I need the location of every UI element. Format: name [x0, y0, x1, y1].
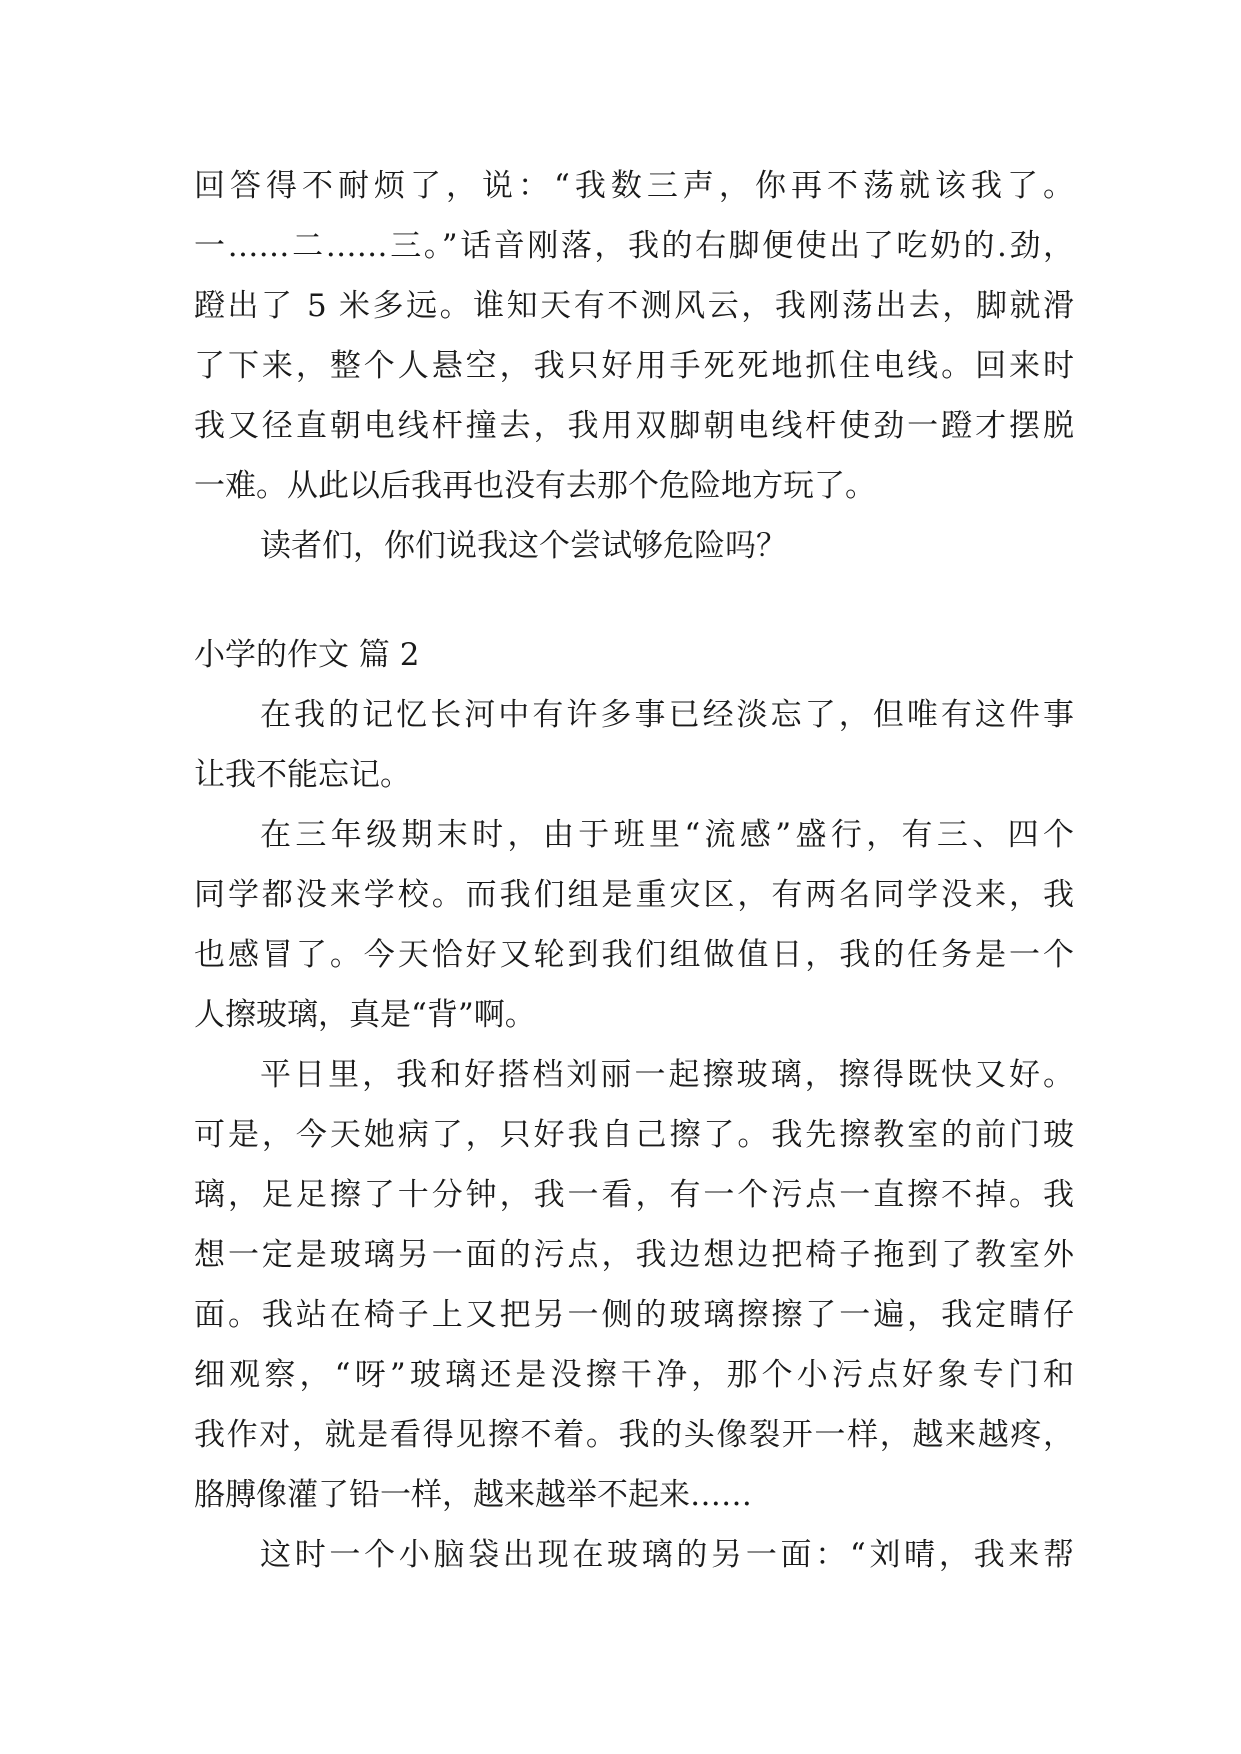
paragraph-line: 在三年级期末时，由于班里“流感”盛行，有三、四个 — [260, 817, 1074, 853]
paragraph-line: 了下来，整个人悬空，我只好用手死死地抓住电线。回来时 — [194, 348, 1074, 384]
paragraph-line: 这时一个小脑袋出现在玻璃的另一面：“刘晴，我来帮 — [260, 1537, 1074, 1573]
paragraph-line: 人擦玻璃，真是“背”啊。 — [194, 997, 536, 1033]
paragraph-line: 我作对，就是看得见擦不着。我的头像裂开一样，越来越疼， — [194, 1417, 1074, 1453]
paragraph-line: 平日里，我和好搭档刘丽一起擦玻璃，擦得既快又好。 — [260, 1057, 1074, 1093]
paragraph-line: 在我的记忆长河中有许多事已经淡忘了，但唯有这件事 — [260, 697, 1074, 733]
paragraph-line: 同学都没来学校。而我们组是重灾区，有两名同学没来，我 — [194, 877, 1074, 913]
section-heading: 小学的作文 篇 2 — [194, 637, 420, 673]
paragraph-line: 面。我站在椅子上又把另一侧的玻璃擦擦了一遍，我定睛仔 — [194, 1297, 1074, 1333]
paragraph-line: 回答得不耐烦了，说：“我数三声，你再不荡就该我了。 — [194, 168, 1074, 204]
paragraph-line: 也感冒了。今天恰好又轮到我们组做值日，我的任务是一个 — [194, 937, 1074, 973]
paragraph-line: 我又径直朝电线杆撞去，我用双脚朝电线杆使劲一蹬才摆脱 — [194, 408, 1074, 444]
paragraph-line: 可是，今天她病了，只好我自己擦了。我先擦教室的前门玻 — [194, 1117, 1074, 1153]
paragraph-line: 一难。从此以后我再也没有去那个危险地方玩了。 — [194, 468, 876, 504]
paragraph-line: 细观察，“呀”玻璃还是没擦干净，那个小污点好象专门和 — [194, 1357, 1074, 1393]
paragraph-line: 蹬出了 5 米多远。谁知天有不测风云，我刚荡出去，脚就滑 — [194, 288, 1074, 324]
paragraph-line: 想一定是玻璃另一面的污点，我边想边把椅子拖到了教室外 — [194, 1237, 1074, 1273]
paragraph-line: 璃，足足擦了十分钟，我一看，有一个污点一直擦不掉。我 — [194, 1177, 1074, 1213]
paragraph-line: 胳膊像灌了铅一样，越来越举不起来…… — [194, 1477, 752, 1513]
paragraph-line: 让我不能忘记。 — [194, 757, 411, 793]
paragraph-line: 一……二……三。”话音刚落，我的右脚便使出了吃奶的.劲， — [194, 228, 1074, 264]
paragraph-line: 读者们，你们说我这个尝试够危险吗？ — [260, 528, 787, 564]
